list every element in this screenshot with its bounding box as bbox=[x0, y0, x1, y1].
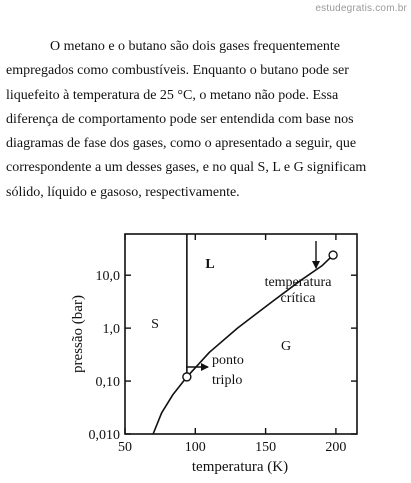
plot-frame bbox=[125, 234, 357, 434]
y-tick-label: 10,0 bbox=[95, 269, 120, 285]
triple-point-label-line1: ponto bbox=[212, 353, 244, 368]
paragraph-line: correspondente a um desses gases, e no qual S, L e G significam bbox=[6, 160, 367, 176]
paragraph-line: diferença de comportamento pode ser entendida com base nos bbox=[6, 111, 354, 127]
x-tick-label: 200 bbox=[325, 440, 347, 455]
y-tick-label: 0,10 bbox=[95, 375, 120, 391]
region-label-gas: G bbox=[280, 339, 292, 354]
y-tick-label: 0,010 bbox=[88, 428, 120, 443]
triple-point-label-line2: triplo bbox=[212, 373, 243, 388]
critical-point-marker bbox=[329, 251, 337, 259]
region-label-liquid: L bbox=[205, 257, 215, 272]
paragraph-line: O metano e o butano são dois gases frequentemente bbox=[50, 39, 341, 54]
critical-point-label-line2: crítica bbox=[280, 291, 316, 306]
paragraph-line: diagramas de fase dos gases, como o apresentado a seguir, que bbox=[6, 136, 357, 152]
triple-point-marker bbox=[183, 373, 191, 381]
watermark: estudegratis.com.br bbox=[315, 3, 407, 14]
x-tick-label: 100 bbox=[184, 440, 206, 455]
paragraph-line: empregados como combustíveis. Enquanto o butano pode ser bbox=[6, 63, 349, 79]
y-tick-label: 1,0 bbox=[102, 322, 120, 338]
paragraph-line: liquefeito à temperatura de 25 °C, o metano não pode. Essa bbox=[6, 87, 339, 103]
x-axis-label: temperatura (K) bbox=[191, 459, 289, 475]
x-tick-label: 50 bbox=[118, 440, 132, 455]
paragraph-line: sólido, líquido e gasoso, respectivamente. bbox=[6, 184, 240, 200]
x-tick-label: 150 bbox=[255, 440, 277, 455]
region-label-solid: S bbox=[151, 317, 159, 332]
critical-point-label-line1: temperatura bbox=[264, 275, 332, 290]
y-axis-label: pressão (bar) bbox=[70, 295, 86, 373]
